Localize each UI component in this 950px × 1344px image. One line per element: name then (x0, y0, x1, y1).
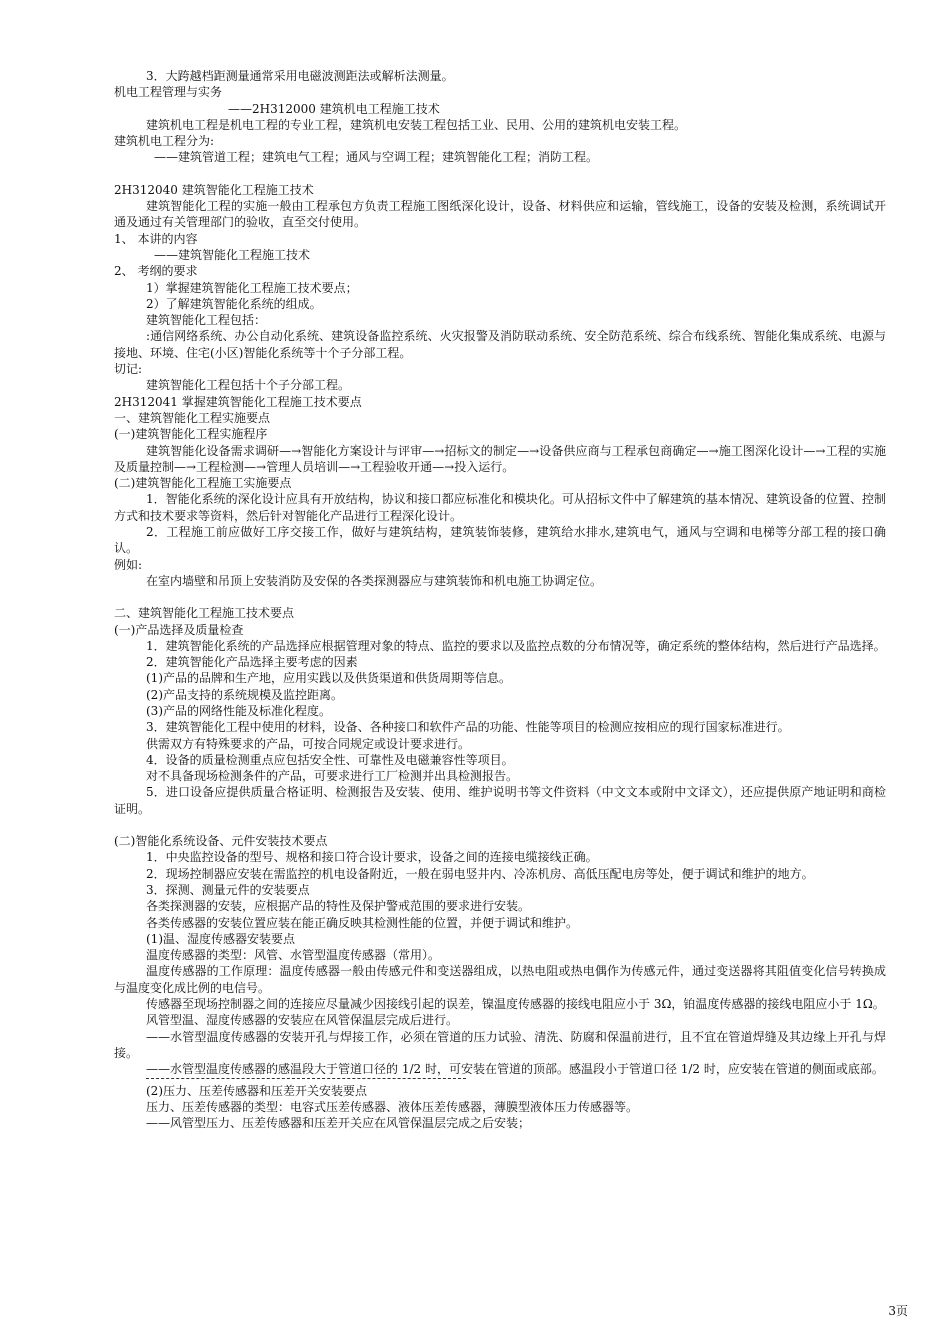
paragraph: :通信网络系统、办公自动化系统、建筑设备监控系统、火灾报警及消防联动系统、安全防范系统、综合布线系统、智能化集成系统、电源与接地、环境、住宅(小区)智能化系统等十个子分部工程。 (114, 329, 886, 360)
paragraph: ——建筑智能化工程施工技术 (154, 247, 311, 262)
list-heading: 1、 本讲的内容 (114, 231, 198, 246)
paragraph: 2．现场控制器应安装在需监控的机电设备附近，一般在弱电竖井内、冷冻机房、高低压配电房等处，便于调试和维护的地方。 (146, 866, 814, 881)
paragraph: 建筑智能化工程包括十个子分部工程。 (146, 378, 351, 393)
paragraph: 对不具备现场检测条件的产品，可要求进行工厂检测并出具检测报告。 (146, 769, 519, 784)
paragraph: 3．大跨越档距测量通常采用电磁波测距法或解析法测量。 (146, 69, 454, 83)
subsection-heading: (二)智能化系统设备、元件安装技术要点 (114, 834, 328, 849)
paragraph: 建筑机电工程分为: (114, 134, 215, 149)
paragraph: 3．建筑智能化工程中使用的材料，设备、各种接口和软件产品的功能、性能等项目的检测应按相应的现行国家标准进行。 (146, 720, 790, 735)
paragraph: 建筑机电工程是机电工程的专业工程，建筑机电安装工程包括工业、民用、公用的建筑机电安装工程。 (146, 117, 687, 132)
list-item: (3)产品的网络性能及标准化程度。 (146, 703, 331, 718)
section-heading: 二、建筑智能化工程施工技术要点 (114, 606, 295, 621)
document-body (114, 68, 886, 1131)
paragraph: ——建筑管道工程；建筑电气工程；通风与空调工程；建筑智能化工程；消防工程。 (154, 150, 599, 165)
paragraph: 3．探测、测量元件的安装要点 (146, 882, 310, 897)
paragraph: 各类探测器的安装，应根据产品的特性及保护警戒范围的要求进行安装。 (146, 899, 531, 914)
list-item: 1）掌握建筑智能化工程施工技术要点； (146, 280, 358, 295)
paragraph: 供需双方有特殊要求的产品，可按合同规定或设计要求进行。 (146, 736, 471, 751)
spacer (114, 817, 886, 833)
paragraph: 2．建筑智能化产品选择主要考虑的因素 (146, 655, 358, 670)
spacer (114, 166, 886, 182)
section-heading: 一、建筑智能化工程实施要点 (114, 410, 271, 425)
paragraph: 1．智能化系统的深化设计应具有开放结构，协议和接口都应标准化和模块化。可从招标文件中了解建筑的基本情况、建筑设备的位置、控制方式和技术要求等资料，然后针对智能化产品进行工程深化设计。 (114, 492, 886, 523)
paragraph: 风管型温、湿度传感器的安装应在风管保温层完成后进行。 (146, 1013, 459, 1028)
paragraph: ——风管型压力、压差传感器和压差开关应在风管保温层完成之后安装； (146, 1116, 531, 1131)
list-item: (1)温、湿度传感器安装要点 (146, 931, 295, 946)
paragraph: 4．设备的质量检测重点应包括安全性、可靠性及电磁兼容性等项目。 (146, 752, 514, 767)
paragraph: 1．建筑智能化系统的产品选择应根据管理对象的特点、监控的要求以及监控点数的分布情况等，确定系统的整体结构，然后进行产品选择。 (146, 638, 886, 653)
section-heading: 2H312041 掌握建筑智能化工程施工技术要点 (114, 394, 362, 409)
list-item: 2）了解建筑智能化系统的组成。 (146, 296, 322, 311)
paragraph: 建筑智能化工程包括： (146, 313, 267, 328)
spacer (114, 589, 886, 605)
paragraph: 在室内墙壁和吊顶上安装消防及安保的各类探测器应与建筑装饰和机电施工协调定位。 (146, 573, 603, 588)
subsection-heading: (一)建筑智能化工程实施程序 (114, 427, 268, 442)
section-heading: 机电工程管理与实务 (114, 85, 223, 100)
paragraph: 温度传感器的类型：风管、水管型温度传感器（常用）。 (146, 948, 441, 963)
paragraph: 切记: (114, 362, 143, 377)
list-item: (1)产品的品牌和生产地，应用实践以及供货渠道和供货周期等信息。 (146, 671, 512, 686)
paragraph: ——水管型温度传感器的安装开孔与焊接工作，必须在管道的压力试验、清洗、防腐和保温前进行，且不宜在管道焊缝及其边缘上开孔与焊接。 (114, 1029, 886, 1060)
section-heading: 2H312040 建筑智能化工程施工技术 (114, 182, 314, 197)
paragraph: 温度传感器的工作原理：温度传感器一般由传感元件和变送器组成，以热电阻或热电偶作为传感元件，通过变送器将其阻值变化信号转换成与温度变化成比例的电信号。 (114, 964, 886, 995)
page-number: 3页 (888, 1304, 908, 1318)
subsection-heading: (二)建筑智能化工程施工实施要点 (114, 476, 292, 491)
list-item: (2)产品支持的系统规模及监控距离。 (146, 687, 343, 702)
paragraph: 压力、压差传感器的类型：电容式压差传感器、液体压差传感器，薄膜型液体压力传感器等。 (146, 1099, 639, 1114)
paragraph: 1．中央监控设备的型号、规格和接口符合设计要求，设备之间的连接电缆接线正确。 (146, 850, 598, 865)
paragraph: 2．工程施工前应做好工序交接工作，做好与建筑结构，建筑装饰装修，建筑给水排水,建筑电气，通风与空调和电梯等分部工程的接口确认。 (114, 525, 886, 556)
paragraph: ——水管型温度传感器的感温段大于管道口径的 1/2 时，可安装在管道的顶部。感温段小于管道口径 1/2 时，应安装在管道的侧面或底部。 (146, 1062, 884, 1077)
subsection-heading: (一)产品选择及质量检查 (114, 622, 244, 637)
paragraph: 例如: (114, 557, 143, 572)
chapter-title: ——2H312000 建筑机电工程施工技术 (228, 101, 440, 116)
paragraph: 各类传感器的安装位置应装在能正确反映其检测性能的位置，并便于调试和维护。 (146, 915, 579, 930)
list-heading: 2、 考纲的要求 (114, 264, 198, 279)
list-item: (2)压力、压差传感器和压差开关安装要点 (146, 1083, 367, 1098)
paragraph: 建筑智能化设备需求调研—→智能化方案设计与评审—→招标文的制定—→设备供应商与工程承包商确定—→施工图深化设计—→工程的实施及质量控制—→工程检测—→管理人员培训—→工程验收开通—→投入运行。 (114, 443, 886, 474)
paragraph: 建筑智能化工程的实施一般由工程承包方负责工程施工图纸深化设计，设备、材料供应和运输，管线施工，设备的安装及检测，系统调试开通及通过有关管理部门的验收，直至交付使用。 (114, 199, 886, 230)
paragraph: 传感器至现场控制器之间的连接应尽量减少因接线引起的误差，镍温度传感器的接线电阻应小于 3Ω，铂温度传感器的接线电阻应小于 1Ω。 (146, 997, 885, 1012)
paragraph: 5．进口设备应提供质量合格证明、检测报告及安装、使用、维护说明书等文件资料（中文文本或附中文译文），还应提供原产地证明和商检证明。 (114, 785, 886, 816)
